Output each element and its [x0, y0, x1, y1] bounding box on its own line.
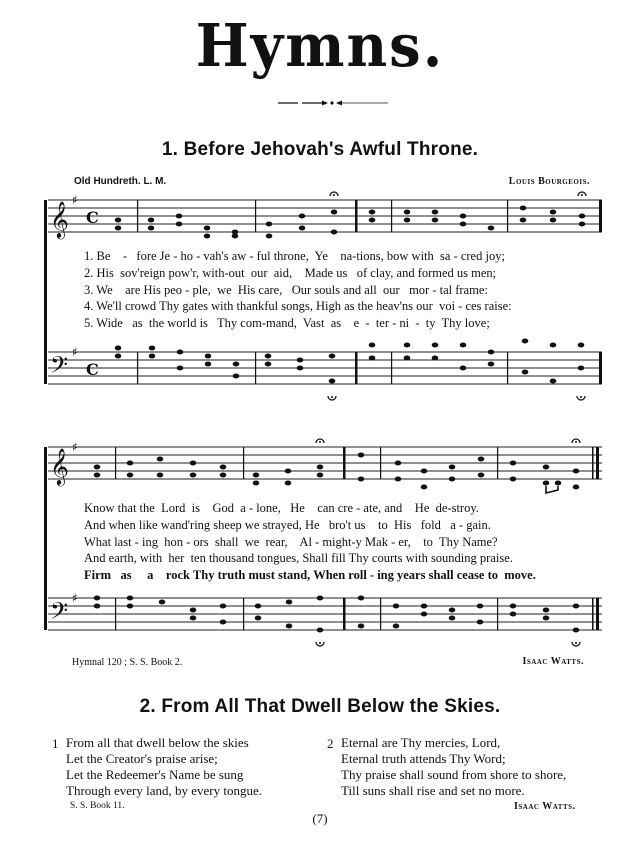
svg-text:𝄞: 𝄞: [50, 447, 69, 485]
svg-text:𝄞: 𝄞: [50, 200, 69, 238]
lyric-verse3-line1: 3. We are His peo - ple, we His care, Our souls and all our mor - tal frame:: [84, 283, 488, 297]
svg-text:♯: ♯: [72, 345, 78, 359]
svg-text:♯: ♯: [72, 440, 78, 454]
page-title: Hymns.: [195, 11, 445, 81]
page-number: (7): [312, 811, 328, 826]
svg-text:𝄢: 𝄢: [50, 597, 69, 630]
lyric-verse5-line2: Firm as a rock Thy truth must stand, When roll - ing years shall cease to move.: [84, 568, 536, 582]
lyric-verse5-line1: 5. Wide as the world is Thy com-mand, Vast as e - ter - ni - ty Thy love;: [84, 316, 490, 330]
hymn1-heading: 1. Before Jehovah's Awful Throne.: [161, 139, 479, 160]
svg-text:C: C: [86, 360, 99, 379]
hymn2-verse2-line4: Till suns shall rise and set no more.: [341, 783, 525, 798]
hymn1-source-ref: Hymnal 120 ; S. S. Book 2.: [72, 657, 183, 668]
hymn2-source-ref: S. S. Book 11.: [70, 801, 125, 811]
svg-text:C: C: [86, 208, 99, 227]
hymn2-verse2-number: 2: [327, 736, 334, 751]
hymn2-verse1-line1: From all that dwell below the skies: [66, 735, 249, 750]
svg-text:♯: ♯: [72, 193, 78, 207]
lyric-verse3-line2: What last - ing hon - ors shall we rear, Al - might-y Mak - er, to Thy Name?: [84, 535, 498, 549]
hymn2-author: Isaac Watts.: [514, 801, 576, 812]
hymn2-verse2-line1: Eternal are Thy mercies, Lord,: [341, 735, 501, 750]
hymn1-author: Isaac Watts.: [522, 656, 584, 667]
lyric-verse1-line1: 1. Be - fore Je - ho - vah's aw - ful throne, Ye na-tions, bow with sa - cred joy;: [84, 249, 505, 263]
lyric-verse2-line2: And when like wand'ring sheep we strayed, He bro't us to His fold a - gain.: [84, 518, 491, 532]
hymn2-verse1-line3: Let the Redeemer's Name be sung: [66, 767, 244, 782]
hymn2-verse2-line2: Eternal truth attends Thy Word;: [341, 751, 506, 766]
lyric-verse4-line1: 4. We'll crowd Thy gates with thankful songs, High as the heav'ns our voi - ces raise:: [84, 299, 512, 313]
hymn2-verse1-line2: Let the Creator's praise arise;: [66, 751, 218, 766]
tune-name: Old Hundreth. L. M.: [74, 176, 167, 187]
svg-text:♯: ♯: [72, 591, 78, 605]
composer-name: Louis Bourgeois.: [508, 176, 590, 187]
hymn2-verse1-number: 1: [52, 736, 59, 751]
svg-text:𝄢: 𝄢: [50, 351, 69, 384]
hymn2-verse2-line3: Thy praise shall sound from shore to shore,: [341, 767, 567, 782]
lyric-verse4-line2: And earth, with her ten thousand tongues, Shall fill Thy courts with sounding praise.: [84, 551, 513, 565]
lyric-verse1-line2: Know that the Lord is God a - lone, He can cre - ate, and He de-stroy.: [84, 501, 479, 515]
hymn2-verse1-line4: Through every land, by every tongue.: [66, 783, 263, 798]
hymn2-heading: 2. From All That Dwell Below the Skies.: [139, 696, 501, 717]
lyric-verse2-line1: 2. His sov'reign pow'r, with-out our aid, Made us of clay, and formed us men;: [84, 266, 497, 280]
